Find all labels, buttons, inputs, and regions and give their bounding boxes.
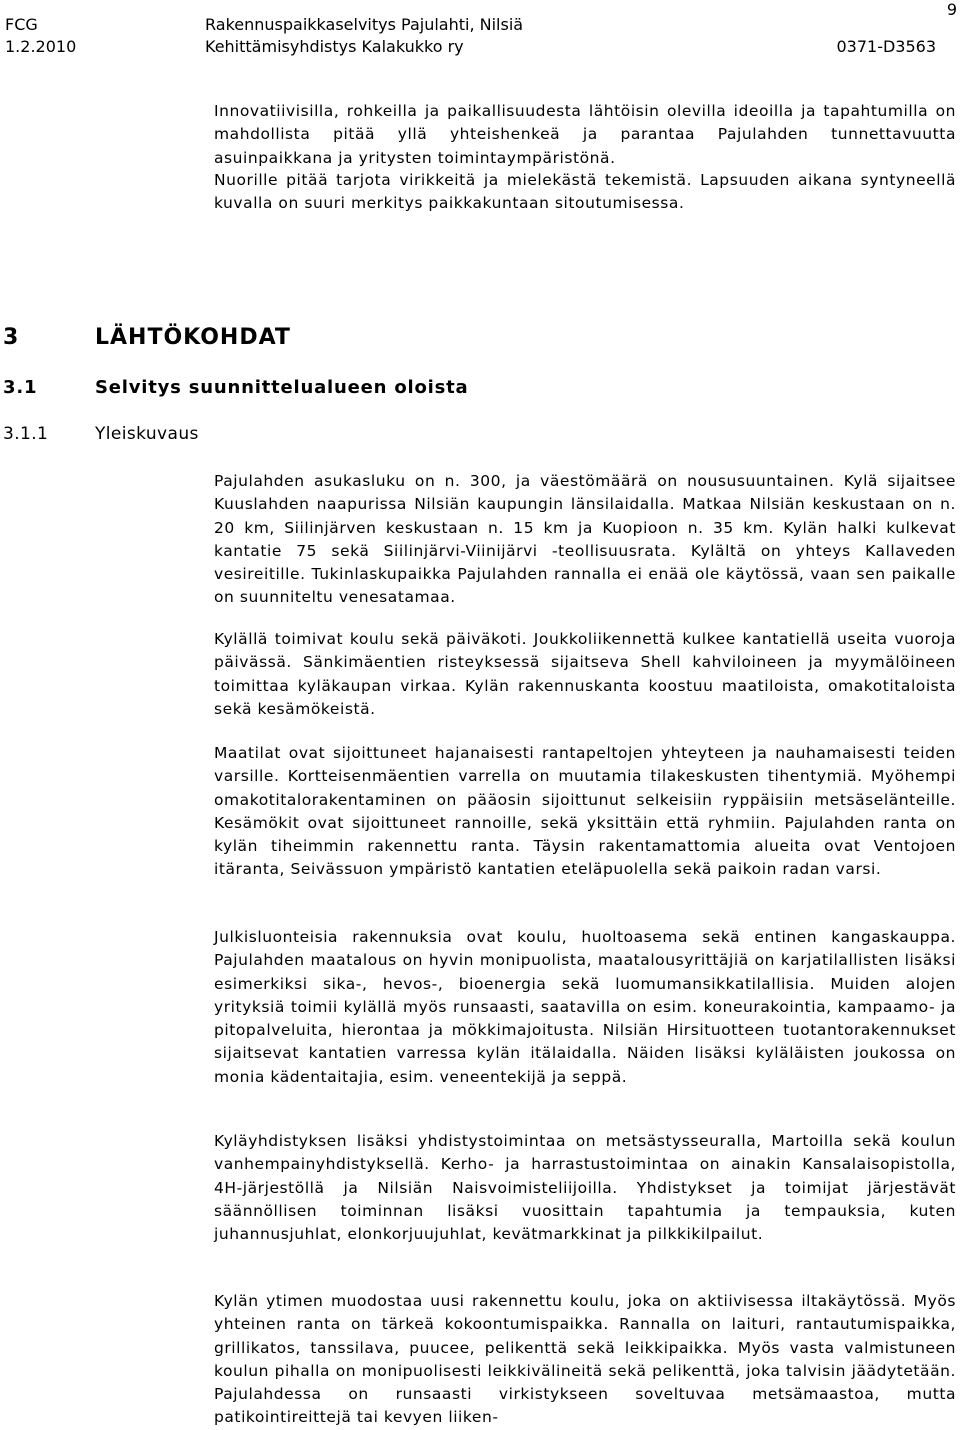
body-paragraph-4: Julkisluonteisia rakennuksia ovat koulu, huoltoasema sekä entinen kangaskauppa. Pajulahden maatalous on hyvin monipuolista, maatalousyrittäjiä on karjatilallisten lisäksi esimerkiksi sika-, hevos-, bioenergia sekä luomumansikkatilallisia. Muiden alojen yrityksiä toimii kylällä myös runsaasti, saatavilla on esim. koneurakointia, kampaamo- ja pitopalveluita, hierontaa ja mökkimajoitusta. Nilsiän Hirsituotteen tuotantorakennukset sijaitsevat kantatien varressa kylän itälaidalla. Näiden lisäksi kyläläisten joukossa on monia kädentaitajia, esim. veneentekijä ja seppä. [214, 928, 956, 1086]
section-heading [3, 325, 291, 350]
page-number: 9 [946, 0, 957, 19]
subsection-number: 3.1 [3, 377, 38, 398]
subsubsection-number: 3.1.1 [3, 424, 49, 444]
section-number: 3 [3, 325, 20, 350]
intro-paragraph-1: Innovatiivisilla, rohkeilla ja paikallisuudesta lähtöisin olevilla ideoilla ja tapahtumilla on mahdollista pitää yllä yhteishenkeä ja parantaa Pajulahden tunnettavuutta asuinpaikkana ja yritysten toimintaympäristönä. [214, 102, 956, 167]
header-date: 1.2.2010 [5, 37, 77, 56]
header-left [5, 14, 76, 58]
subsubsection-heading [3, 424, 199, 444]
header-org: FCG [5, 15, 38, 34]
section-title: LÄHTÖKOHDAT [95, 325, 291, 350]
body-paragraph-1: Pajulahden asukasluku on n. 300, ja väestömäärä on noususuuntainen. Kylä sijaitsee Kuuslahden naapurissa Nilsiän kaupungin länsilaidalla. Matkaa Nilsiän keskustaan on n. 20 km, Siilinjärven keskustaan n. 15 km ja Kuopioon n. 35 km. Kylän halki kulkevat kantatie 75 sekä Siilinjärvi-Viinijärvi -teollisuusrata. Kylältä on yhteys Kallaveden vesireitille. Tukinlaskupaikka Pajulahden rannalla ei enää ole käytössä, vaan sen paikalle on suunniteltu venesatamaa. [214, 472, 956, 607]
subsection-title: Selvitys suunnittelualueen oloista [95, 377, 469, 398]
body-paragraph-2: Kylällä toimivat koulu sekä päiväkoti. Joukkoliikennettä kulkee kantatiellä useita vuoroja päivässä. Sänkimäentien risteyksessä sijaitseva Shell kahviloineen ja myymälöineen toimittaa kyläkaupan virkaa. Kylän rakennuskanta koostuu maatiloista, omakotitaloista sekä kesämökeistä. [214, 630, 956, 718]
header-title: Rakennuspaikkaselvitys Pajulahti, Nilsiä [205, 15, 524, 34]
subsection-heading [3, 377, 468, 398]
header-code: 0371-D3563 [836, 37, 936, 56]
intro-paragraph-2: Nuorille pitää tarjota virikkeitä ja mielekästä tekemistä. Lapsuuden aikana syntyneellä kuvalla on suuri merkitys paikkakuntaan sitoutumisessa. [214, 171, 956, 213]
subsubsection-title: Yleiskuvaus [95, 424, 199, 444]
header-center [205, 14, 523, 58]
header-client: Kehittämisyhdistys Kalakukko ry [205, 37, 464, 56]
body-paragraph-5: Kyläyhdistyksen lisäksi yhdistystoimintaa on metsästysseuralla, Martoilla sekä koulun vanhempainyhdistyksellä. Kerho- ja harrastustoimintaa on ainakin Kansalaisopistolla, 4H-järjestöllä ja Nilsiän Naisvoimisteliijoilla. Yhdistykset ja toimijat järjestävät säännöllisen toiminnan lisäksi vuosittain tapahtumia ja tempauksia, kuten juhannusjuhlat, elonkorjuujuhlat, kevätmarkkinat ja pilkkikilpailut. [214, 1132, 956, 1244]
body-paragraph-3: Maatilat ovat sijoittuneet hajanaisesti rantapeltojen yhteyteen ja nauhamaisesti teiden varsille. Kortteisenmäentien varrella on muutamia tilakeskusten tihentymiä. Myöhempi omakotitalorakentaminen on pääosin sijoittunut selkeisiin ryppäisiin metsäselänteille. Kesämökit ovat sijoittuneet rannoille, sekä yksittäin että ryhmiin. Pajulahden ranta on kylän tiheimmin rakennettu ranta. Täysin rakentamattomia alueita ovat Ventojoen itäranta, Seivässuon ympäristö kantatien eteläpuolella sekä paikoin radan varsi. [214, 744, 956, 879]
body-paragraph-6: Kylän ytimen muodostaa uusi rakennettu koulu, joka on aktiivisessa iltakäytössä. Myös yhteinen ranta on tärkeä kokoontumispaikka. Rannalla on laituri, rantautumispaikka, grillikatos, tanssilava, puucee, pelikenttä sekä leikkipaikka. Myös vasta valmistuneen koulun pihalla on monipuolisesti leikkivälineitä sekä pelikenttä, joka talvisin jäädytetään. Pajulahdessa on runsaasti virkistykseen soveltuvaa metsämaastoa, mutta patikointireittejä tai kevyen liiken- [214, 1292, 956, 1427]
